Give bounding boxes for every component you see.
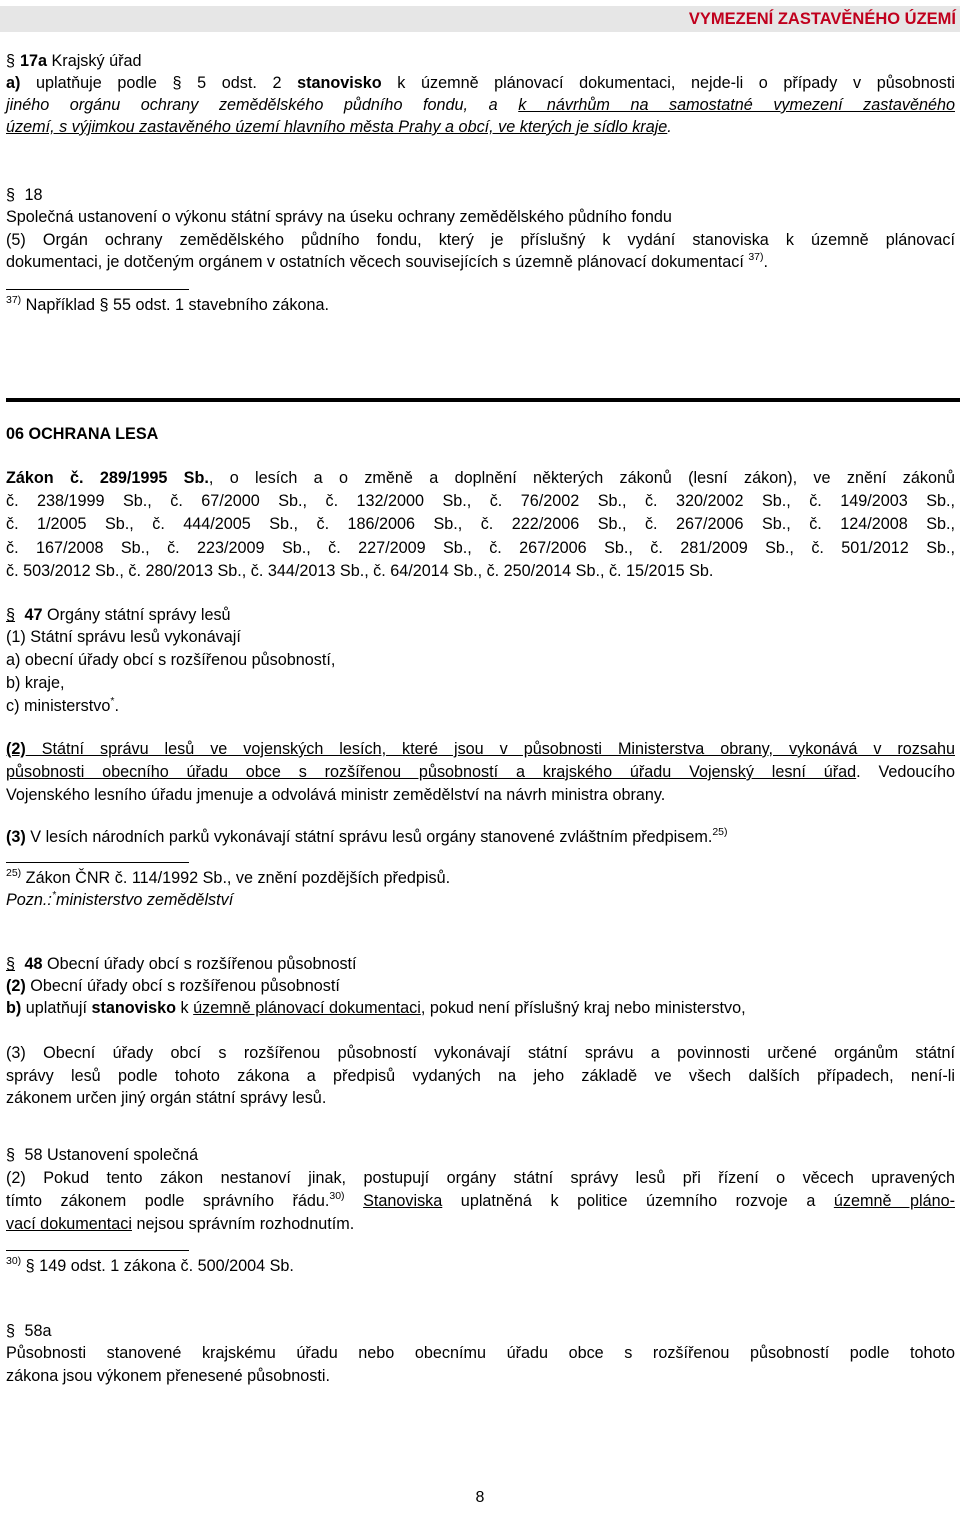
- s47-p2-line-1: (2) Státní správu lesů ve vojenských lesích, které jsou v působnosti Ministerstva obrany, vykonává v rozsahu: [6, 740, 955, 758]
- s48-p3-line-3: zákonem určen jiný orgán státní správy lesů.: [6, 1089, 327, 1107]
- s48-p2: (2) Obecní úřady obcí s rozšířenou působností: [6, 977, 340, 995]
- footnote-rule: [6, 1250, 189, 1251]
- s17a-line-2: jiného orgánu ochrany zemědělského půdního fondu, a k návrhům na samostatné vymezení zastavěného: [6, 96, 955, 114]
- s58a-title: § 58a: [6, 1322, 52, 1340]
- s58a-line-2: zákona jsou výkonem přenesené působnosti.: [6, 1367, 330, 1385]
- s47-note: Pozn.:*ministerstvo zemědělství: [6, 889, 234, 909]
- running-header: [0, 6, 960, 32]
- s47-p2-line-2: působnosti obecního úřadu obce s rozšířenou působností a krajského úřadu Vojenský lesní úřad. Vedoucího: [6, 763, 955, 781]
- footnote-25: $^{25)}$ Zákon ČNR č. 114/1992 Sb., ve znění pozdějších předpisů.: [6, 867, 451, 887]
- s18-p5-line-1: (5) Orgán ochrany zemědělského půdního fondu, který je příslušný k vydání stanoviska k územně plánovací: [6, 231, 955, 249]
- s58-line-1: (2) Pokud tento zákon nestanoví jinak, postupují orgány státní správy lesů při řízení o věcech upravených: [6, 1169, 955, 1187]
- s47-title: § 47 Orgány státní správy lesů: [6, 606, 231, 624]
- s18-heading: Společná ustanovení o výkonu státní správy na úseku ochrany zemědělského půdního fondu: [6, 208, 672, 226]
- s18-p5-line-2: dokumentaci, je dotčeným orgánem v ostatních věcech souvisejících s územně plánovací dokumentací $^{37)}$.: [6, 251, 769, 271]
- s47-item-a: a) obecní úřady obcí s rozšířenou působností,: [6, 651, 336, 669]
- law-line-1: Zákon č. 289/1995 Sb., o lesích a o změně a doplnění některých zákonů (lesní zákon), ve znění zákonů: [6, 469, 955, 487]
- s48-p3-line-2: správy lesů podle tohoto zákona a předpisů vydaných na jeho základě ve všech dalších případech, není-li: [6, 1067, 955, 1085]
- s47-p3: (3) V lesích národních parků vykonávají státní správu lesů orgány stanovené zvláštním předpisem.$^{25)}$: [6, 826, 728, 846]
- footnote-30: $^{30)}$ § 149 odst. 1 zákona č. 500/2004 Sb.: [6, 1255, 294, 1275]
- s18-title: § 18: [6, 186, 43, 204]
- s58a-line-1: Působnosti stanovené krajskému úřadu nebo obecnímu úřadu obce s rozšířenou působností podle tohoto: [6, 1344, 955, 1362]
- s47-item-c: c) ministerstvo*.: [6, 695, 119, 715]
- s47-p2-line-3: Vojenského lesního úřadu jmenuje a odvolává ministr zemědělství na návrh ministra obrany.: [6, 786, 666, 804]
- s48-item-b: b) uplatňují stanovisko k územně plánovací dokumentaci, pokud není příslušný kraj nebo ministerstvo,: [6, 999, 746, 1017]
- chapter-divider: [6, 398, 960, 402]
- law-line-5: č. 503/2012 Sb., č. 280/2013 Sb., č. 344/2013 Sb., č. 64/2014 Sb., č. 250/2014 Sb., č. 15/2015 Sb.: [6, 562, 714, 580]
- page-number: 8: [475, 1489, 485, 1506]
- s48-title: § 48 Obecní úřady obcí s rozšířenou působností: [6, 955, 357, 973]
- s58-line-3: vací dokumentaci nejsou správním rozhodnutím.: [6, 1215, 355, 1233]
- law-line-3: č. 1/2005 Sb., č. 444/2005 Sb., č. 186/2006 Sb., č. 222/2006 Sb., č. 267/2006 Sb., č. 124/2008 Sb.,: [6, 515, 955, 533]
- s17a-title: § 17a Krajský úřad: [6, 52, 142, 70]
- footnote-rule: [6, 862, 189, 863]
- s58-line-2: tímto zákonem podle správního řádu.$^{30)}$ Stanoviska uplatněná k politice územního rozvoje a územně pláno-: [6, 1190, 955, 1210]
- footnote-37: $^{37)}$ Například § 55 odst. 1 stavebního zákona.: [6, 294, 329, 314]
- chapter-heading: 06 OCHRANA LESA: [6, 425, 159, 443]
- law-line-2: č. 238/1999 Sb., č. 67/2000 Sb., č. 132/2000 Sb., č. 76/2002 Sb., č. 320/2002 Sb., č. 149/2003 Sb.,: [6, 492, 955, 510]
- header-title: VYMEZENÍ ZASTAVĚNÉHO ÚZEMÍ: [688, 10, 956, 28]
- footnote-rule: [6, 289, 189, 290]
- s47-p1: (1) Státní správu lesů vykonávají: [6, 628, 241, 646]
- s17a-line-1: a) uplatňuje podle § 5 odst. 2 stanovisko k územně plánovací dokumentaci, nejde-li o případy v působnosti: [6, 74, 955, 92]
- s17a-line-3: území, s výjimkou zastavěného území hlavního města Prahy a obcí, ve kterých je sídlo kraje.: [6, 118, 672, 136]
- law-line-4: č. 167/2008 Sb., č. 223/2009 Sb., č. 227/2009 Sb., č. 267/2006 Sb., č. 281/2009 Sb., č. 501/2012 Sb.,: [6, 539, 955, 557]
- s58-title: § 58 Ustanovení společná: [6, 1146, 199, 1164]
- s48-p3-line-1: (3) Obecní úřady obcí s rozšířenou působností vykonávají státní správu a povinnosti určené orgánům státní: [6, 1044, 955, 1062]
- s47-item-b: b) kraje,: [6, 674, 65, 692]
